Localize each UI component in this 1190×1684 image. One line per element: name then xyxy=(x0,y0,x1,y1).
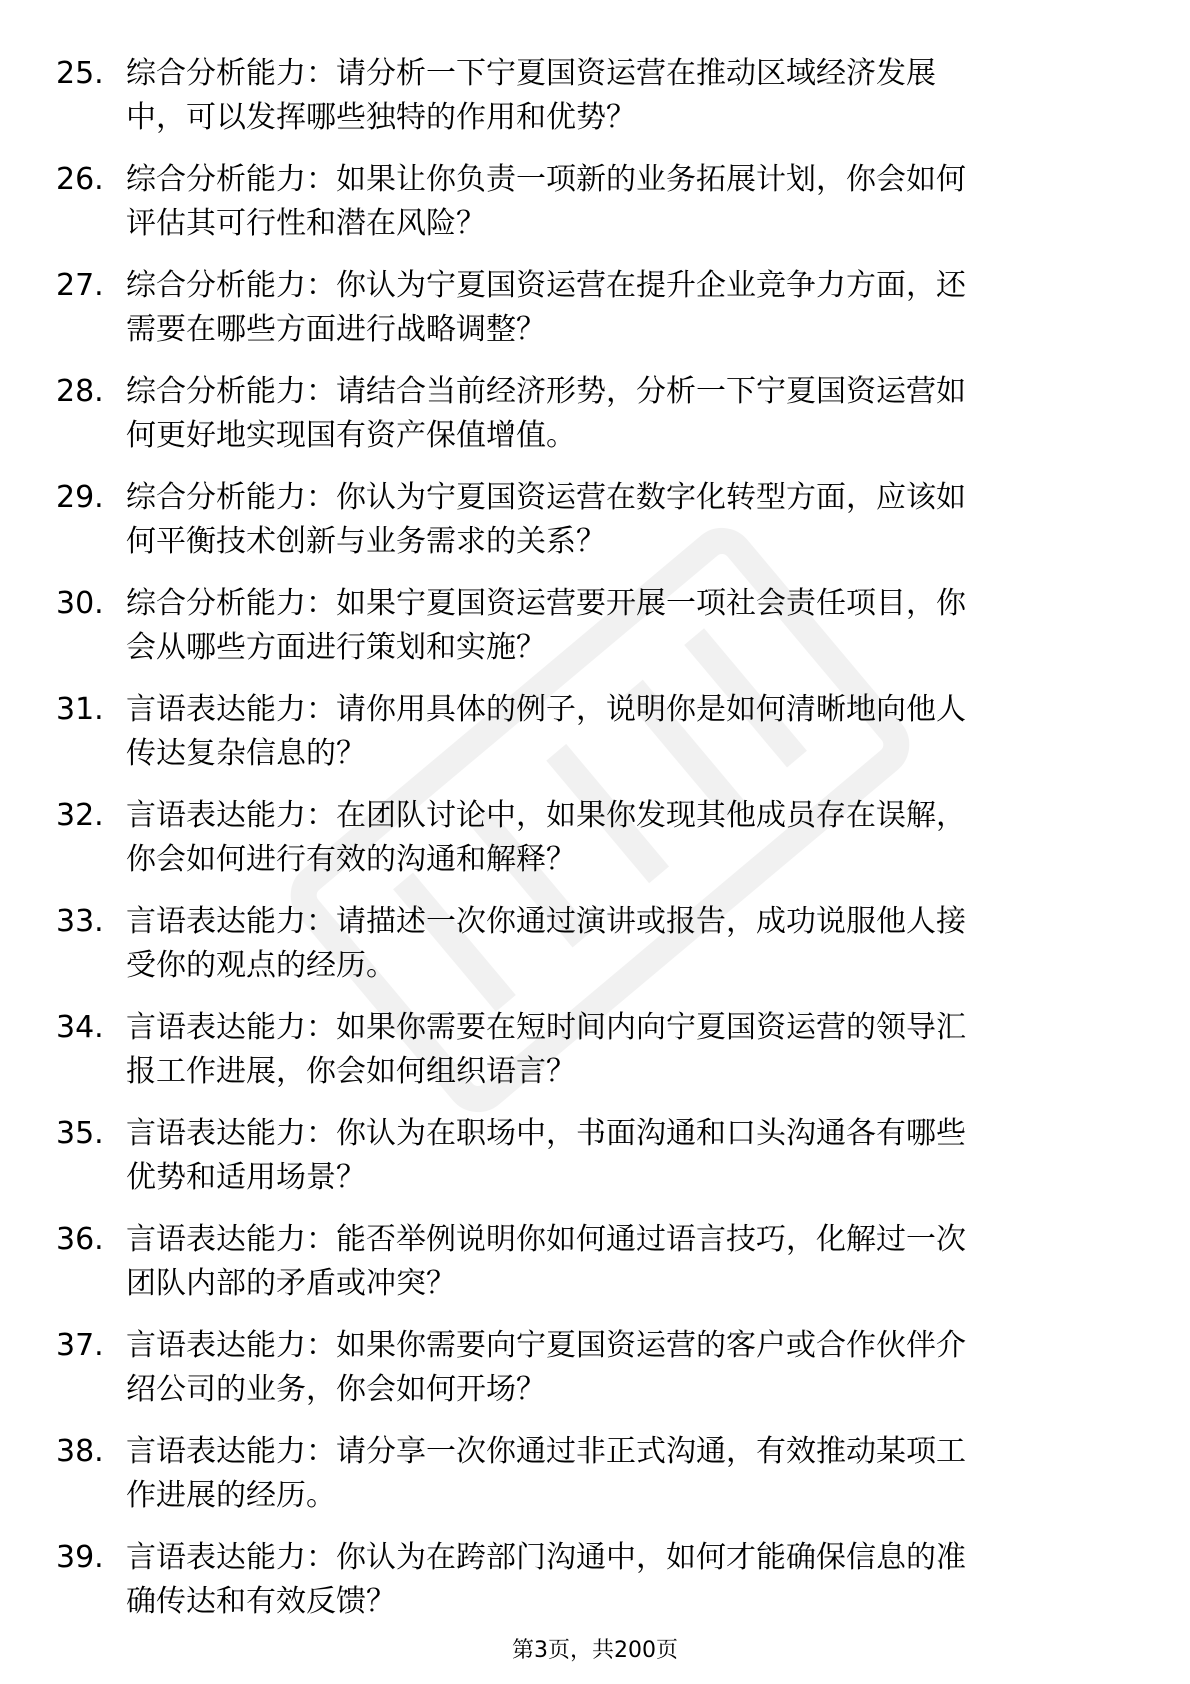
question-number: 37. xyxy=(56,1328,104,1363)
list-item xyxy=(0,1430,1190,1536)
question-text xyxy=(126,1112,1126,1200)
question-text xyxy=(126,1430,1126,1518)
question-line: 确传达和有效反馈？ xyxy=(126,1584,396,1619)
question-number: 26. xyxy=(56,162,104,197)
question-number: 27. xyxy=(56,268,104,303)
question-text xyxy=(126,1536,1126,1624)
question-text xyxy=(126,264,1126,352)
question-line: 言语表达能力：如果你需要向宁夏国资运营的客户或合作伙伴介 xyxy=(126,1328,966,1363)
question-line: 言语表达能力：请分享一次你通过非正式沟通，有效推动某项工 xyxy=(126,1434,966,1469)
question-number: 32. xyxy=(56,798,104,833)
question-list xyxy=(0,52,1190,1642)
question-text xyxy=(126,476,1126,564)
question-number: 25. xyxy=(56,56,104,91)
question-line: 言语表达能力：在团队讨论中，如果你发现其他成员存在误解， xyxy=(126,798,966,833)
list-item xyxy=(0,900,1190,1006)
question-text xyxy=(126,1006,1126,1094)
question-line: 需要在哪些方面进行战略调整？ xyxy=(126,312,546,347)
page-number-label: 第3页，共200页 xyxy=(512,1638,678,1663)
question-number: 39. xyxy=(56,1540,104,1575)
question-text xyxy=(126,794,1126,882)
question-line: 综合分析能力：请结合当前经济形势，分析一下宁夏国资运营如 xyxy=(126,374,966,409)
list-item xyxy=(0,1324,1190,1430)
question-line: 报工作进展，你会如何组织语言？ xyxy=(126,1054,576,1089)
list-item xyxy=(0,158,1190,264)
list-item xyxy=(0,1006,1190,1112)
question-number: 35. xyxy=(56,1116,104,1151)
question-line: 综合分析能力：你认为宁夏国资运营在提升企业竞争力方面，还 xyxy=(126,268,966,303)
page-footer xyxy=(0,1636,1190,1666)
question-line: 言语表达能力：请描述一次你通过演讲或报告，成功说服他人接 xyxy=(126,904,966,939)
list-item xyxy=(0,52,1190,158)
list-item xyxy=(0,1536,1190,1642)
question-line: 综合分析能力：如果让你负责一项新的业务拓展计划，你会如何 xyxy=(126,162,966,197)
list-item xyxy=(0,1112,1190,1218)
question-line: 言语表达能力：能否举例说明你如何通过语言技巧，化解过一次 xyxy=(126,1222,966,1257)
question-number: 31. xyxy=(56,692,104,727)
question-line: 你会如何进行有效的沟通和解释？ xyxy=(126,842,576,877)
question-text xyxy=(126,52,1126,140)
question-line: 言语表达能力：你认为在跨部门沟通中，如何才能确保信息的准 xyxy=(126,1540,966,1575)
question-line: 言语表达能力：请你用具体的例子，说明你是如何清晰地向他人 xyxy=(126,692,966,727)
question-text xyxy=(126,1324,1126,1412)
question-line: 何平衡技术创新与业务需求的关系？ xyxy=(126,524,606,559)
question-text xyxy=(126,158,1126,246)
list-item xyxy=(0,264,1190,370)
question-line: 言语表达能力：你认为在职场中，书面沟通和口头沟通各有哪些 xyxy=(126,1116,966,1151)
question-line: 何更好地实现国有资产保值增值。 xyxy=(126,418,576,453)
list-item xyxy=(0,476,1190,582)
question-line: 受你的观点的经历。 xyxy=(126,948,396,983)
question-line: 会从哪些方面进行策划和实施？ xyxy=(126,630,546,665)
question-text xyxy=(126,1218,1126,1306)
question-line: 评估其可行性和潜在风险？ xyxy=(126,206,486,241)
question-number: 28. xyxy=(56,374,104,409)
question-line: 中，可以发挥哪些独特的作用和优势？ xyxy=(126,100,636,135)
question-text xyxy=(126,370,1126,458)
question-line: 综合分析能力：你认为宁夏国资运营在数字化转型方面，应该如 xyxy=(126,480,966,515)
question-line: 综合分析能力：如果宁夏国资运营要开展一项社会责任项目，你 xyxy=(126,586,966,621)
question-number: 38. xyxy=(56,1434,104,1469)
question-line: 作进展的经历。 xyxy=(126,1478,336,1513)
question-line: 言语表达能力：如果你需要在短时间内向宁夏国资运营的领导汇 xyxy=(126,1010,966,1045)
question-line: 优势和适用场景？ xyxy=(126,1160,366,1195)
list-item xyxy=(0,582,1190,688)
question-text xyxy=(126,900,1126,988)
question-line: 绍公司的业务，你会如何开场？ xyxy=(126,1372,546,1407)
question-number: 29. xyxy=(56,480,104,515)
question-line: 传达复杂信息的？ xyxy=(126,736,366,771)
question-number: 36. xyxy=(56,1222,104,1257)
list-item xyxy=(0,794,1190,900)
question-line: 团队内部的矛盾或冲突？ xyxy=(126,1266,456,1301)
question-number: 33. xyxy=(56,904,104,939)
list-item xyxy=(0,1218,1190,1324)
list-item xyxy=(0,370,1190,476)
question-number: 34. xyxy=(56,1010,104,1045)
question-text xyxy=(126,582,1126,670)
list-item xyxy=(0,688,1190,794)
question-text xyxy=(126,688,1126,776)
question-line: 综合分析能力：请分析一下宁夏国资运营在推动区域经济发展 xyxy=(126,56,936,91)
question-number: 30. xyxy=(56,586,104,621)
